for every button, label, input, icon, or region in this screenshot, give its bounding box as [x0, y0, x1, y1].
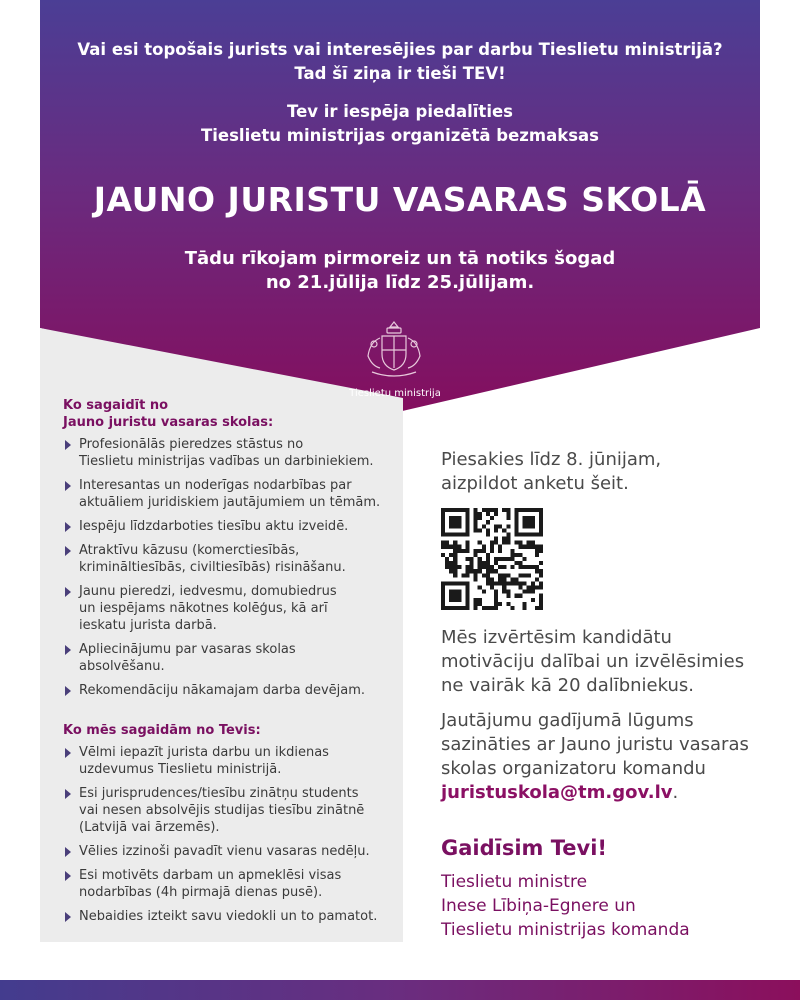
intro-text [40, 38, 760, 86]
apply-line: Piesakies līdz 8. jūnijam, [441, 449, 662, 470]
bullet-arrow-icon [65, 587, 71, 597]
list-item-text: absolvēšanu. [79, 659, 165, 674]
apply-line: aizpildot anketu šeit. [441, 473, 629, 494]
bullet-arrow-icon [65, 481, 71, 491]
list-item [63, 785, 393, 836]
signature-line: Tieslietu ministre [441, 872, 588, 892]
list-item-text: Esi motivēts darbam un apmeklēsi visas [79, 868, 342, 883]
selection-line: ne vairāk kā 20 dalībniekus. [441, 675, 695, 696]
bullet-arrow-icon [65, 546, 71, 556]
selection-line: motivāciju dalībai un izvēlēsimies [441, 651, 745, 672]
selection-line: Mēs izvērtēsim kandidātu [441, 627, 672, 648]
bullet-arrow-icon [65, 748, 71, 758]
footer-bar [0, 980, 800, 1000]
email-suffix: . [672, 782, 679, 803]
list-item-text: Jaunu pieredzi, iedvesmu, domubiedrus [79, 584, 337, 599]
signature-block [441, 870, 690, 942]
sub-line: Tev ir iespēja piedalīties [287, 102, 513, 121]
contact-line: sazināties ar Jauno juristu vasaras [441, 734, 749, 755]
welcome-text: Gaidīsim Tevi! [441, 836, 607, 860]
list-item-text: krimināltiesībās, civiltiesībās) risināšanu. [79, 560, 346, 575]
bullet-arrow-icon [65, 912, 71, 922]
contact-email-link[interactable]: juristuskola@tm.gov.lv [441, 782, 673, 803]
coat-of-arms-icon [354, 318, 434, 382]
page-title: JAUNO JURISTU VASARAS SKOLĀ [93, 180, 707, 219]
contact-email-line [441, 781, 761, 805]
selection-text [441, 626, 761, 698]
subheading [40, 100, 760, 148]
contact-line: Jautājumu gadījumā lūgums [441, 710, 694, 731]
event-dates [40, 247, 760, 295]
list-item-text: Iespēju līdzdarboties tiesību aktu izveidē. [79, 519, 349, 534]
list-item [63, 542, 393, 576]
list-item-text: ieskatu jurista darbā. [79, 618, 217, 633]
apply-text [441, 448, 761, 496]
bullet-arrow-icon [65, 686, 71, 696]
list-item-text: (Latvijā vai ārzemēs). [79, 820, 220, 835]
bullet-arrow-icon [65, 522, 71, 532]
bullet-arrow-icon [65, 789, 71, 799]
list-item [63, 477, 393, 511]
list-item-text: Vēlies izzinoši pavadīt vienu vasaras nedēļu. [79, 844, 370, 859]
ministry-logo-label: Tieslietu ministrija [349, 388, 441, 399]
list-item-text: Nebaidies izteikt savu viedokli un to pamatot. [79, 909, 378, 924]
list-item [63, 744, 393, 778]
list-item-text: Interesantas un noderīgas nodarbības par [79, 478, 352, 493]
list-item [63, 518, 393, 535]
bullet-arrow-icon [65, 847, 71, 857]
list-item-text: aktuāliem juridiskiem jautājumiem un tēmām. [79, 495, 381, 510]
offer-heading-line: Jauno juristu vasaras skolas: [63, 415, 274, 430]
intro-line: Vai esi topošais jurists vai interesējies par darbu Tieslietu ministrijā? [77, 40, 723, 59]
list-item [63, 682, 393, 699]
list-item-text: Vēlmi iepazīt jurista darbu un ikdienas [79, 745, 329, 760]
list-item [63, 867, 393, 901]
list-item-text: uzdevumus Tieslietu ministrijā. [79, 762, 282, 777]
intro-line: Tad šī ziņa ir tieši TEV! [294, 64, 506, 83]
list-item [63, 908, 393, 925]
list-item [63, 583, 393, 634]
offer-list [63, 436, 393, 706]
expect-list [63, 744, 393, 932]
list-item-text: Rekomendāciju nākamajam darba devējam. [79, 683, 366, 698]
dates-line: Tādu rīkojam pirmoreiz un tā notiks šogad [184, 248, 616, 269]
list-item-text: Tieslietu ministrijas vadības un darbiniekiem. [79, 454, 374, 469]
offer-heading-line: Ko sagaidīt no [63, 398, 169, 413]
contact-line: skolas organizatoru komandu [441, 758, 706, 779]
list-item-text: Atraktīvu kāzusu (komerctiesībās, [79, 543, 300, 558]
qr-code-icon[interactable] [441, 508, 543, 610]
list-item-text: Apliecinājumu par vasaras skolas [79, 642, 296, 657]
list-item [63, 843, 393, 860]
expect-heading: Ko mēs sagaidām no Tevis: [63, 723, 261, 738]
list-item-text: un iespējams nākotnes kolēģus, kā arī [79, 601, 328, 616]
offer-heading [63, 397, 273, 431]
dates-line: no 21.jūlija līdz 25.jūlijam. [265, 272, 535, 293]
list-item-text: vai nesen absolvējis studijas tiesību zinātnē [79, 803, 365, 818]
list-item-text: Profesionālās pieredzes stāstus no [79, 437, 304, 452]
list-item-text: Esi jurisprudences/tiesību zinātņu students [79, 786, 359, 801]
bullet-arrow-icon [65, 645, 71, 655]
signature-line: Inese Lībiņa-Egnere un [441, 896, 636, 916]
bullet-arrow-icon [65, 871, 71, 881]
signature-line: Tieslietu ministrijas komanda [441, 920, 690, 940]
contact-text [441, 709, 761, 805]
list-item [63, 641, 393, 675]
list-item-text: nodarbības (4h pirmajā dienas pusē). [79, 885, 323, 900]
list-item [63, 436, 393, 470]
bullet-arrow-icon [65, 440, 71, 450]
sub-line: Tieslietu ministrijas organizētā bezmaksas [201, 126, 599, 145]
